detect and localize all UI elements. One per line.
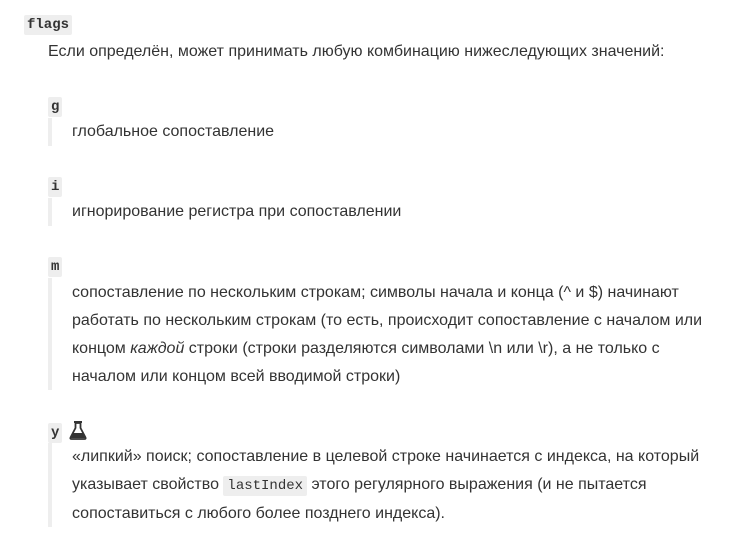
description-line: [72, 335, 712, 363]
description-line: сопоставление по нескольким строкам; символы начала и конца (^ и $) начинают: [72, 284, 679, 301]
flag-description-i: игнорирование регистра при сопоставлении: [72, 203, 402, 220]
text-fragment: этого регулярного выражения (и не пытается: [307, 476, 647, 493]
definition-bar: [48, 118, 52, 146]
definition-bar: [48, 443, 52, 527]
flag-description-m: [72, 279, 712, 391]
flag-name: y: [48, 423, 62, 443]
description-line: работать по нескольким строкам (то есть, происходит сопоставление с началом или: [72, 312, 703, 329]
param-name: flags: [24, 15, 72, 35]
flag-name: i: [48, 177, 62, 197]
flag-description-y: [72, 443, 712, 528]
text-fragment: строки (строки разделяются символами \n или \r), а не только с: [184, 340, 660, 357]
definition-bar: [48, 198, 52, 226]
text-fragment: указывает свойство: [72, 476, 224, 493]
description-line: «липкий» поиск; сопоставление в целевой строке начинается с индекса, на который: [72, 448, 700, 465]
param-description: Если определён, может принимать любую комбинацию нижеследующих значений:: [48, 43, 665, 60]
text-fragment: концом: [72, 340, 131, 357]
lastindex-code: lastIndex: [223, 476, 307, 496]
description-line: началом или концом всей вводимой строки): [72, 368, 401, 385]
definition-bar: [48, 278, 52, 390]
flag-term-m: [48, 256, 62, 277]
param-term: [24, 14, 72, 35]
flag-name: g: [48, 97, 62, 117]
flag-term-i: [48, 176, 62, 197]
flask-icon[interactable]: [68, 420, 88, 440]
flag-name: m: [48, 257, 62, 277]
emphasis-text: каждой: [130, 340, 185, 357]
description-line: сопоставиться с любого более позднего индекса).: [72, 505, 445, 522]
flag-description-g: глобальное сопоставление: [72, 123, 275, 140]
flag-term-y: [48, 420, 88, 443]
description-line: [72, 471, 712, 500]
flag-term-g: [48, 96, 62, 117]
